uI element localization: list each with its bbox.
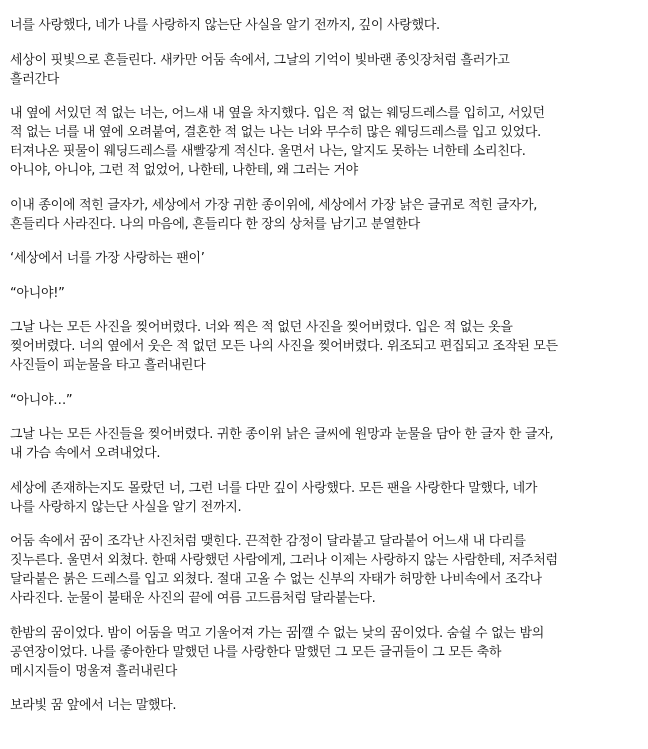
- paragraph-3: 내 옆에 서있던 적 없는 너는, 어느새 내 옆을 차지했다. 입은 적 없는 웨딩드레스를 입히고, 서있던 적 없는 너를 내 옆에 오려붙여, 결혼한 적 없는 나는 너와 무수히 많은 웨딩드레스를 입고 있었다. 터져나온 핏물이 웨딩드레스를 새빨갛게 적신다. 울면서 나는, 알지도 못하는 너한테 소리친다. 아니야, 아니야, 그런 적 없었어, 나한테, 나한테, 왜 그러는 거야: [10, 106, 545, 178]
- paragraph-10: 세상에 존재하는지도 몰랐던 너, 그런 너를 다만 깊이 사랑했다. 모든 팬을 사랑한다 말했다, 네가 나를 사랑하지 않는단 사실을 알기 전까지.: [10, 480, 538, 515]
- paragraph-13: 보라빛 꿈 앞에서 너는 말했다.: [10, 698, 177, 713]
- paragraph-12-before-caret: 한밤의 꿈이었다. 밤이 어둠을 먹고 기울어져 가는 꿈: [10, 625, 299, 641]
- paragraph-11: 어둠 속에서 꿈이 조각난 사진처럼 맺힌다. 끈적한 감정이 달라붙고 달라붙어 어느새 내 다리를 짓누른다. 울면서 외쳤다. 한때 사랑했던 사람에게, 그러나 이제는 사랑하지 않는 사람한테, 저주처럼 달라붙은 붉은 드레스를 입고 외쳤다. 절대 고올 수 없는 신부의 자태가 허망한 나비속에서 조각나 사라진다. 눈물이 불태운 사진의 끝에 여름 고드름처럼 달라붙는다.: [10, 534, 558, 606]
- paragraph-6: “아니야!”: [10, 285, 65, 301]
- paragraph-12-after-caret: 깰 수 없는 낮의 꿈이었다. 숨쉴 수 없는 밤의 공연장이었다. 나를 좋아한다 말했던 나를 사랑한다 말했던 그 모든 글귀들이 그 모든 축하 메시지들이 멍울져 흘러내린다: [10, 625, 544, 679]
- paragraph-7: 그날 나는 모든 사진을 찢어버렸다. 너와 찍은 적 없던 사진을 찢어버렸다. 입은 적 없는 옷을 찢어버렸다. 너의 옆에서 웃은 적 없던 모든 나의 사진을 찢어버렸다. 위조되고 편집되고 조작된 모든 사진들이 피눈물을 타고 흘러내린다: [10, 320, 558, 373]
- paragraph-4: 이내 종이에 적힌 글자가, 세상에서 가장 귀한 종이위에, 세상에서 가장 낡은 글귀로 적힌 글자가, 흔들리다 사라진다. 나의 마음에, 흔들리다 한 장의 상처를 남기고 분열한다: [10, 197, 538, 232]
- paragraph-8: “아니야…”: [10, 392, 73, 408]
- paragraph-12: [10, 624, 640, 681]
- paragraph-1: 너를 사랑했다, 네가 나를 사랑하지 않는단 사실을 알기 전까지, 깊이 사랑했다.: [10, 18, 440, 33]
- document-body[interactable]: [10, 16, 640, 731]
- paragraph-5: ‘세상에서 너를 가장 사랑하는 팬이’: [10, 251, 205, 266]
- paragraph-9: 그날 나는 모든 사진들을 찢어버렸다. 귀한 종이위 낡은 글씨에 원망과 눈물을 담아 한 글자 한 글자, 내 가슴 속에서 오려내었다.: [10, 427, 554, 461]
- paragraph-2: 세상이 핏빛으로 흔들린다. 새카만 어둠 속에서, 그날의 기억이 빛바랜 종잇장처럼 흘러가고 흘러간다: [10, 52, 510, 87]
- text-cursor: [299, 624, 300, 639]
